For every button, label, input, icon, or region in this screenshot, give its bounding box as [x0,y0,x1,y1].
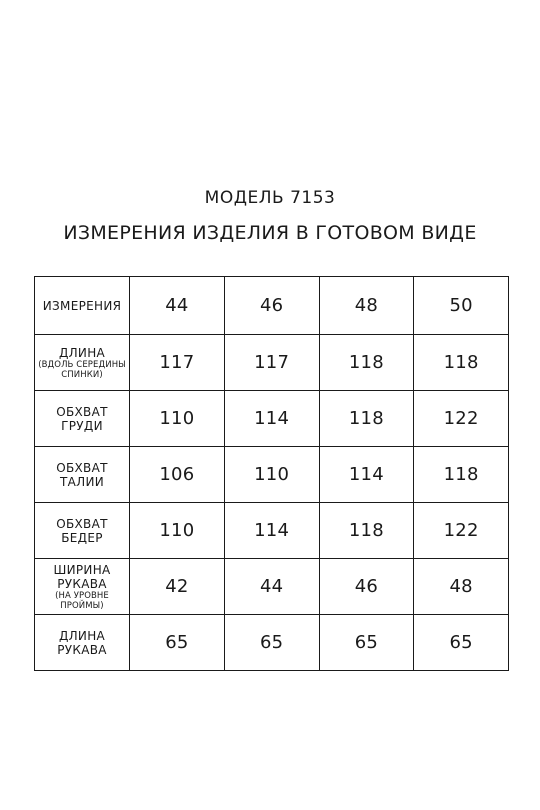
value-cell [414,391,509,447]
table-header-row [35,277,509,335]
measurement-value: 118 [443,352,479,373]
row-label: ГРУДИ [61,418,103,433]
row-label-cell [35,615,130,671]
size-cell [224,277,319,335]
size-cell [319,277,414,335]
value-cell [414,503,509,559]
measurement-value: 110 [254,464,290,485]
value-cell [224,503,319,559]
value-cell [319,503,414,559]
measurement-value: 65 [165,632,189,653]
size-cell [130,277,225,335]
measurement-value: 118 [348,408,384,429]
row-label-cell [35,447,130,503]
page-subtitle: ИЗМЕРЕНИЯ ИЗДЕЛИЯ В ГОТОВОМ ВИДЕ [63,222,477,244]
measurement-value: 117 [159,352,195,373]
measurement-value: 106 [159,464,195,485]
row-label: ТАЛИИ [59,474,104,489]
value-cell [319,615,414,671]
measurement-value: 114 [254,408,290,429]
value-cell [414,447,509,503]
value-cell [130,503,225,559]
row-label-cell [35,503,130,559]
value-cell [414,615,509,671]
measurement-value: 65 [449,632,473,653]
size-value: 50 [449,295,473,316]
value-cell [319,335,414,391]
table-row-waist [35,447,509,503]
value-cell [319,391,414,447]
measurement-value: 114 [348,464,384,485]
row-note: (НА УРОВНЕ [55,590,109,601]
value-cell [130,391,225,447]
row-label: ШИРИНА [53,562,111,577]
value-cell [224,615,319,671]
value-cell [130,335,225,391]
measurement-value: 44 [259,576,284,597]
measurement-value: 48 [449,576,473,597]
model-title: МОДЕЛЬ 7153 [204,188,336,208]
value-cell [224,335,319,391]
measurement-value: 65 [354,632,379,653]
row-label: ДЛИНА [58,345,106,360]
row-label: ОБХВАТ [56,460,108,475]
row-label: ОБХВАТ [56,516,108,531]
value-cell [319,559,414,615]
header-label: ИЗМЕРЕНИЯ [42,298,122,313]
measurement-value: 65 [259,632,284,653]
value-cell [224,559,319,615]
row-label: РУКАВА [57,576,107,591]
row-label-cell [35,335,130,391]
row-note: СПИНКИ) [61,369,103,380]
measurement-value: 118 [348,352,384,373]
measurement-value: 114 [254,520,290,541]
table-row-hips [35,503,509,559]
row-label-cell [35,559,130,615]
row-label: РУКАВА [57,642,107,657]
row-note: (ВДОЛЬ СЕРЕДИНЫ [38,359,126,370]
value-cell [130,615,225,671]
size-cell [414,277,509,335]
size-value: 44 [165,295,189,316]
measurement-value: 118 [443,464,479,485]
header-label-cell [35,277,130,335]
row-label-cell [35,391,130,447]
measurement-value: 42 [165,576,189,597]
measurement-value: 117 [254,352,290,373]
size-chart-table [34,276,509,671]
measurement-value: 46 [354,576,379,597]
row-note: ПРОЙМЫ) [60,600,104,611]
row-label: ОБХВАТ [56,404,108,419]
row-label: ДЛИНА [58,628,106,643]
value-cell [414,559,509,615]
measurement-value: 122 [443,408,479,429]
table-row-sleeve-width [35,559,509,615]
measurement-value: 110 [159,408,195,429]
measurement-value: 118 [348,520,384,541]
value-cell [130,447,225,503]
value-cell [414,335,509,391]
table-row-sleeve-length [35,615,509,671]
size-value: 46 [259,295,284,316]
value-cell [224,447,319,503]
measurement-value: 110 [159,520,195,541]
size-value: 48 [354,295,379,316]
value-cell [224,391,319,447]
measurement-value: 122 [443,520,479,541]
row-label: БЕДЕР [61,530,103,545]
table-row-chest [35,391,509,447]
value-cell [319,447,414,503]
table-row-length [35,335,509,391]
value-cell [130,559,225,615]
